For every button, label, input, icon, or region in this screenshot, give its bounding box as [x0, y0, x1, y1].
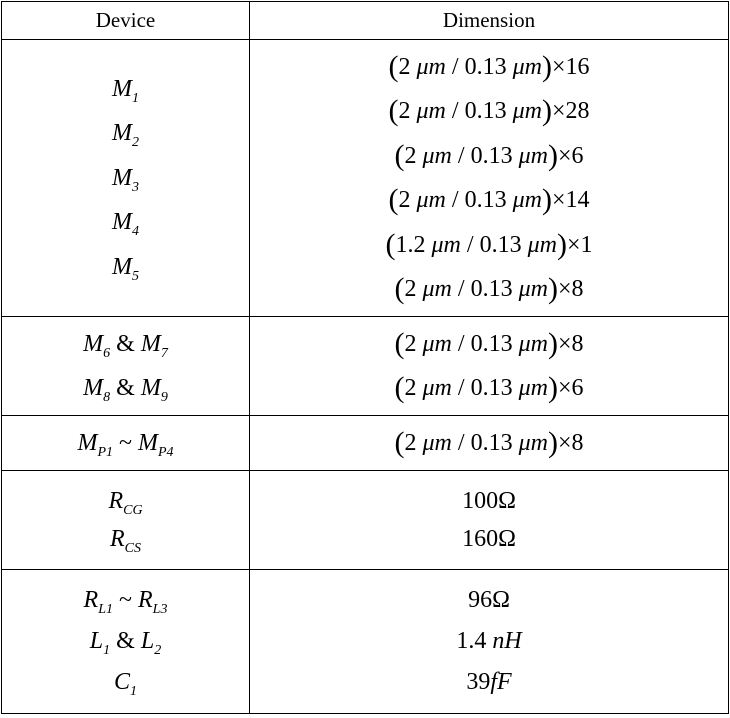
- device-name: $M_{P1}$ ~ $M_{P4}$: [77, 429, 174, 460]
- dimension-value: (2 μm / 0.13 μm)×6: [394, 371, 584, 404]
- device-name: $L_1$ & $L_2$: [89, 628, 162, 658]
- dimension-value: (2 μm / 0.13 μm)×14: [388, 183, 590, 216]
- header-dimension: Dimension: [250, 2, 729, 40]
- device-name: $M_3$: [112, 164, 139, 195]
- device-cell: [2, 570, 250, 714]
- table-row: [2, 317, 729, 416]
- device-name: $M_1$: [112, 75, 139, 106]
- device-cell: [2, 317, 250, 416]
- table-row: [2, 40, 729, 317]
- component-value: 39fF: [466, 669, 512, 695]
- dimension-value: (2 μm / 0.13 μm)×16: [388, 49, 590, 83]
- device-cell: [2, 416, 250, 471]
- header-row: [2, 2, 729, 40]
- device-name: $C_1$: [113, 669, 137, 699]
- dimension-value: (1.2 μm / 0.13 μm)×1: [385, 227, 593, 261]
- dimension-cell: [250, 40, 729, 317]
- dimension-cell: [250, 317, 729, 416]
- dimension-value: (2 μm / 0.13 μm)×8: [394, 426, 584, 459]
- device-name: $M_4$: [112, 209, 139, 240]
- table-row: [2, 471, 729, 570]
- device-name: $M_6$ & $M_7$: [83, 331, 168, 361]
- dimension-value: (2 μm / 0.13 μm)×6: [394, 138, 584, 172]
- device-cell: [2, 40, 250, 317]
- device-name: $M_2$: [112, 120, 139, 151]
- device-name: $R_{CG}$: [108, 488, 143, 518]
- device-name: $M_8$ & $M_9$: [83, 375, 168, 405]
- table-row: [2, 570, 729, 714]
- value-cell: [250, 471, 729, 570]
- component-value: 96Ω: [468, 587, 510, 613]
- dimension-value: (2 μm / 0.13 μm)×8: [394, 327, 584, 360]
- component-value: 160Ω: [462, 526, 516, 552]
- dimension-value: (2 μm / 0.13 μm)×28: [388, 94, 590, 127]
- device-cell: [2, 471, 250, 570]
- device-dimension-table: [1, 1, 729, 714]
- device-name: $M_5$: [112, 253, 139, 284]
- component-value: 1.4 nH: [456, 628, 522, 654]
- device-name: $R_{L1}$ ~ $R_{L3}$: [83, 587, 168, 617]
- component-value: 100Ω: [462, 488, 516, 514]
- dimension-cell: [250, 416, 729, 471]
- header-device: Device: [2, 2, 250, 40]
- table-row: [2, 416, 729, 471]
- device-name: $R_{CS}$: [109, 526, 141, 556]
- dimension-value: (2 μm / 0.13 μm)×8: [394, 272, 584, 305]
- value-cell: [250, 570, 729, 714]
